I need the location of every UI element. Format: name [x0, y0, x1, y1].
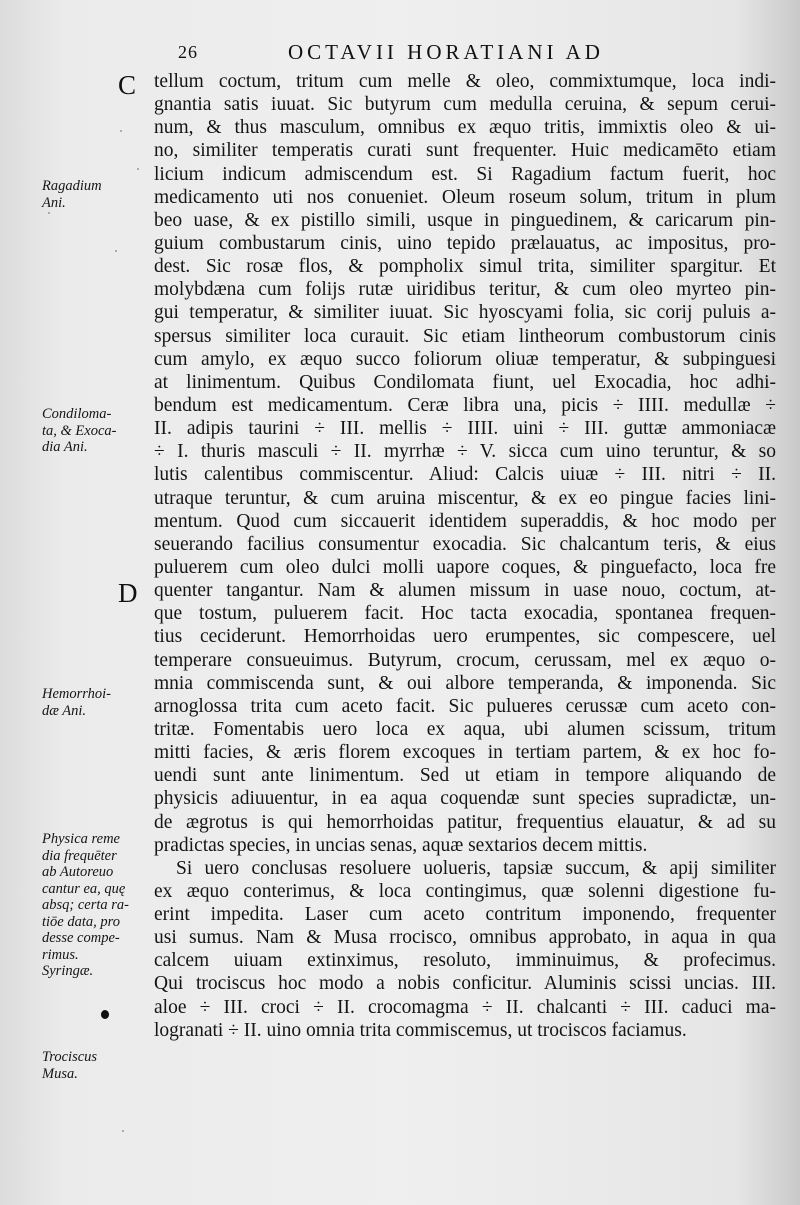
paper-speck	[115, 250, 117, 252]
margin-bullet-mark	[101, 1010, 109, 1019]
section-letter-c: C	[118, 70, 137, 100]
text-line: no, similiter temperatis curati sunt frequenter. Huic medicamēto etiam	[154, 140, 776, 162]
text-line: gnantia satis iuuat. Sic butyrum cum medulla ceruina, & sepum cerui-	[154, 94, 776, 116]
text-line: logranati ÷ II. uino omnia trita commiscemus, ut trociscos faciamus.	[154, 1019, 687, 1041]
text-line: quenter tangantur. Nam & alumen missum in uase nouo, coctum, at-	[154, 580, 776, 602]
text-line: tius ceciderunt. Hemorrhoidas uero erumpentes, sic compescere, uel	[154, 626, 776, 648]
text-line: mitti facies, & æris florem excoques in tertiam partem, & ex hoc fo-	[154, 742, 776, 764]
paper-speck	[137, 168, 139, 170]
text-line: puluerem cum oleo dulci molli uapore coques, & pinguefacto, loca fre	[154, 556, 776, 578]
text-line: bendum est medicamentum. Ceræ libra una, picis ÷ IIII. medullæ ÷	[154, 394, 776, 416]
text-line: seuerando facilius consumentur exocadia. Sic chalcantum teris, & eius	[154, 533, 776, 555]
text-line: Si uero conclusas resoluere uolueris, tapsiæ succum, & apij similiter	[176, 857, 776, 879]
text-line: arnoglossa trita cum aceto facit. Sic pulueres cerussæ cum aceto con-	[154, 695, 776, 717]
text-line: tellum coctum, tritum cum melle & oleo, commixtumque, loca indi-	[154, 71, 776, 92]
text-line: gui temperatur, & similiter iuuat. Sic hyoscyami folia, sic corij puluis a-	[154, 302, 776, 324]
text-line: tritæ. Fomentabis uero loca ex aqua, ubi alumen scissum, tritum	[154, 718, 776, 740]
text-line: physicis adiuuentur, in ea aqua coquendæ sunt species supradictæ, un-	[154, 788, 776, 810]
margin-note-physica: Physica reme dia frequēter ab Autoreuo cantur ea, quę absq; certa ra- tiōe data, pro desse compe- rimus. Syringæ.	[42, 831, 129, 979]
text-line: dest. Sic rosæ flos, & pompholix simul trita, similiter spargitur. Et	[154, 256, 776, 278]
text-line: licium indicum admiscendum est. Si Ragadium factum fuerit, hoc	[154, 163, 776, 185]
text-line: que tostum, puluerem facit. Hoc tacta exocadia, spontanea frequen-	[154, 603, 776, 625]
text-line: cum amylo, ex æquo succo foliorum oliuæ temperatur, & subpinguesi	[154, 348, 776, 370]
running-title: OCTAVII HORATIANI AD	[288, 40, 604, 64]
margin-note-hemorrhoidae: Hemorrhoi- dæ Ani.	[42, 686, 112, 719]
text-line: lutis calentibus commiscentur. Aliud: Calcis uiuæ ÷ III. nitri ÷ II.	[154, 464, 776, 486]
text-line: pradictas species, in uncias senas, aquæ sextarios decem mittis.	[154, 834, 648, 856]
text-line: beo uase, & ex pistillo simili, usque in pinguedinem, & caricarum pin-	[154, 209, 776, 231]
paper-speck	[48, 212, 50, 214]
text-line: aloe ÷ III. croci ÷ II. crocomagma ÷ II. chalcanti ÷ III. caduci ma-	[154, 996, 776, 1018]
text-line: ex æquo conterimus, & loca contingimus, quæ solenni digestione fu-	[154, 880, 776, 902]
text-line: num, & thus masculum, omnibus ex æquo tritis, immixtis oleo & ui-	[154, 117, 776, 139]
text-line: de ægrotus is qui hemorrhoidas patitur, frequentius elauatur, & ad su	[154, 811, 776, 833]
text-line: molybdæna cum folijs rutæ uiridibus teritur, & cum oleo myrteo pin-	[154, 279, 776, 301]
text-line: calcem uiuam extinximus, resoluto, imminuimus, & profecimus.	[154, 950, 776, 972]
text-line: at linimentum. Quibus Condilomata fiunt, uel Exocadia, hoc adhi-	[154, 371, 776, 393]
text-line: mentum. Quod cum siccauerit identidem superaddis, & hoc modo per	[154, 510, 776, 532]
text-line: II. adipis taurini ÷ III. mellis ÷ IIII. uini ÷ III. guttæ ammoniacæ	[154, 418, 776, 440]
text-line: temperare consueuimus. Butyrum, crocum, cerussam, mel ex æquo o-	[154, 649, 776, 671]
main-text-block	[154, 70, 776, 1042]
margin-note-trociscus: Trociscus Musa.	[42, 1049, 98, 1082]
text-line: usi sumus. Nam & Musa rrocisco, omnibus approbato, in aqua in qua	[154, 927, 776, 949]
page-number: 26	[178, 42, 198, 62]
text-line: utraque teruntur, & cum aruina miscentur, & ex eo pingue facies lini-	[154, 487, 776, 509]
text-line: ÷ I. thuris masculi ÷ II. myrrhæ ÷ V. sicca cum uino teruntur, & so	[154, 441, 776, 463]
margin-note-ragadium: Ragadium Ani.	[42, 178, 102, 211]
text-line: uendi sunt ante linimentum. Sed ut etiam in tempore aliquando de	[154, 765, 776, 787]
text-line: Qui trociscus hoc modo a nobis conficitur. Aluminis scissi uncias. III.	[154, 973, 776, 995]
text-line: mnia commiscenda sunt, & oui albore temperanda, & imponenda. Sic	[154, 672, 776, 694]
text-line: spersus similiter loca curauit. Sic etiam lintheorum combustorum cinis	[154, 325, 776, 347]
text-line: guium combustarum cinis, uino tepido prælauatus, ac impositus, pro-	[154, 232, 776, 254]
margin-note-condilomata: Condiloma- ta, & Exoca- dia Ani.	[42, 406, 117, 455]
text-line: medicamento uti nos conueniet. Oleum roseum solum, tritum in plum	[154, 186, 776, 208]
page-header	[178, 40, 738, 68]
text-line: erint impedita. Laser cum aceto contritum imponendo, frequenter	[154, 904, 776, 926]
section-letter-d: D	[118, 578, 138, 608]
paper-speck	[122, 1130, 124, 1132]
paper-speck	[120, 130, 122, 132]
